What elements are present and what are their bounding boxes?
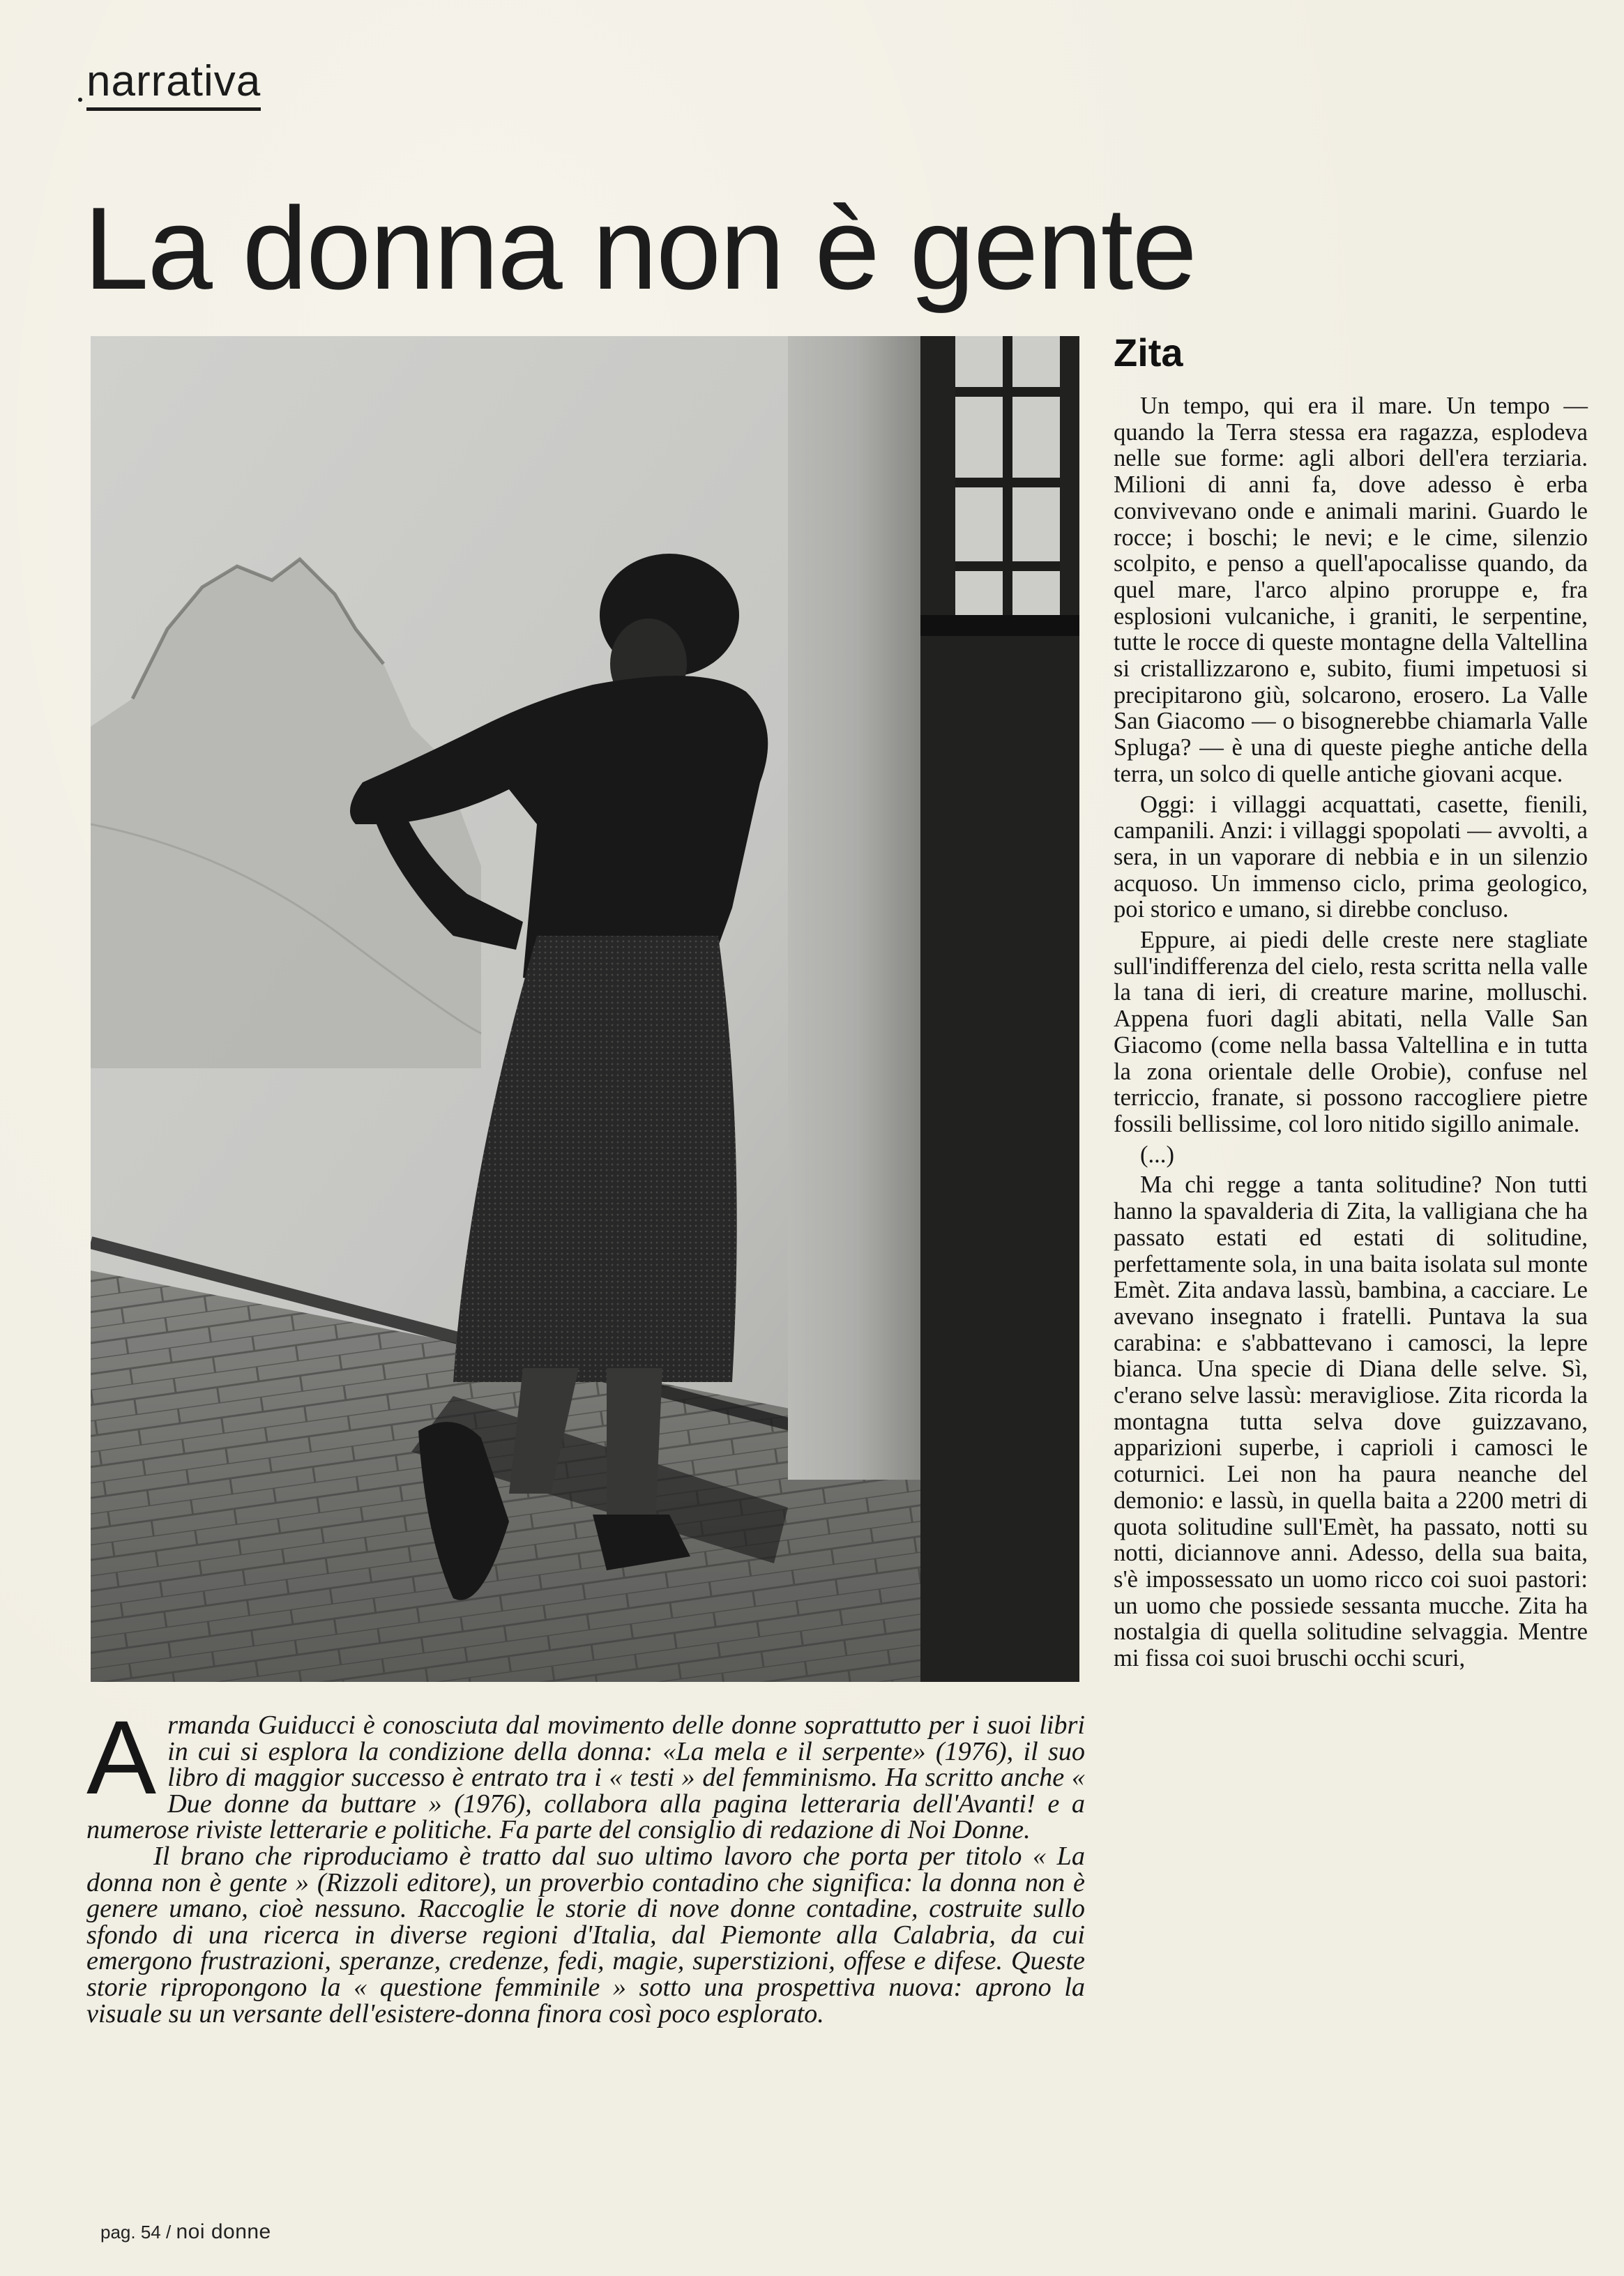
section-dot [78, 98, 82, 102]
intro-paragraph-1 [86, 1699, 1085, 1845]
photo-woman-leaning-against-pillar [91, 336, 1079, 1682]
column-paragraph-4: Ma chi regge a tanta solitudine? Non tutti hanno la spavalderia di Zita, la valligiana che ha passato estati ed estati di solitudine, perfettamente sola, in una baita isolata sul monte Emèt. Zita andava lassù, bambina, a cacciare. Le avevano insegnato i fratelli. Puntava la sua carabina: e s'abbattevano i camosci, la lepre bianca. Una specie di Diana delle selve. Sì, c'erano selve lassù: meravigliose. Zita ricorda la montagna tutta selva dove guizzavano, apparizioni superbe, i caprioli i camosci le coturnici. Lei non ha paura neanche del demonio: e lassù, in quella baita a 2200 metri di quota solitudine sull'Emèt, ha passato, notti su notti, diciannove anni. Adesso, della sua baita, s'è impossessato un uomo ricco coi suoi pastori: un uomo che possiede sessanta mucche. Zita ha nostalgia di quella solitudine selvaggia. Mentre mi fissa coi suoi bruschi occhi scuri, [1114, 1171, 1588, 1672]
headline: La donna non è gente [84, 183, 1196, 314]
intro-paragraph-1-text: rmanda Guiducci è conosciuta dal movimento delle donne soprattutto per i suoi libri in cui si esplora la condizione della donna: «La mela e il serpente» (1976), il suo libro di maggior successo è entrato tra i « testi » del femminismo. Ha scritto anche « Due donne da buttare » (1976), collabora alla pagina letteraria dell'Avanti! e a numerose riviste letterarie e politiche. Fa parte del consiglio di redazione di Noi Donne. [86, 1710, 1085, 1845]
page-footer [100, 2220, 271, 2244]
footer-separator: / [165, 2222, 172, 2243]
magazine-name: noi donne [176, 2220, 271, 2243]
intro-text [86, 1699, 1085, 2028]
column-right [1114, 333, 1588, 1676]
column-paragraph-1: Un tempo, qui era il mare. Un tempo — quando la Terra stessa era ragazza, esplodeva nelle sue forme: agli albori dell'era terziaria. Milioni di anni fa, dove adesso è erba convivevano onde e animali marini. Guardo le rocce; i boschi; le nevi; e le cime, silenzio scolpito, e penso a quell'apocalisse quando, da quel mare, l'arco alpino proruppe e, fra esplosioni vulcaniche, i graniti, le serpentine, tutte le rocce di queste montagne della Valtellina si cristallizzarono e, subito, fiumi impetuosi si precipitarono giù, solcarono, erosero. La Valle San Giacomo — o bisognerebbe chiamarla Valle Spluga? — è una di queste pieghe antiche della terra, un solco di quelle antiche giovani acque. [1114, 393, 1588, 787]
column-ellipsis: (...) [1140, 1141, 1174, 1168]
page-number: pag. 54 [100, 2222, 161, 2243]
dropcap: A [86, 1699, 157, 1816]
column-title: Zita [1114, 331, 1183, 374]
column-paragraph-3: Eppure, ai piedi delle creste nere stagliate sull'indifferenza del cielo, resta scritta nella valle la tana di ieri, di creature marine, molluschi. Appena fuori dagli abitati, nella Valle San Giacomo (come nella bassa Valtellina e in tutta la zona orientale delle Orobie), confuse nel terriccio, franate, si possono raccogliere pietre fossili bellissime, col loro nitido sigillo animale. [1114, 927, 1588, 1137]
column-paragraph-2: Oggi: i villaggi acquattati, casette, fienili, campanili. Anzi: i villaggi spopolati — avvolti, a sera, in un vaporare di nebbia e in un silenzio acquoso. Un immenso ciclo, prima geologico, poi storico e umano, si direbbe concluso. [1114, 791, 1588, 923]
section-label: narrativa [86, 60, 261, 111]
intro-paragraph-2: Il brano che riproduciamo è tratto dal suo ultimo lavoro che porta per titolo « La donna non è gente » (Rizzoli editore), un proverbio contadino che significa: la donna non è genere umano, cioè nessuno. Raccoglie le storie di nove donne contadine, costruite sullo sfondo di una ricerca in diverse regioni d'Italia, dal Piemonte alla Calabria, da cui emergono frustrazioni, speranze, credenze, fedi, magie, superstizioni, offese e difese. Queste storie ripropongono la « questione femminile » sotto una prospettiva nuova: aprono la visuale su un versante dell'esistere-donna finora così poco esplorato. [86, 1841, 1085, 2028]
